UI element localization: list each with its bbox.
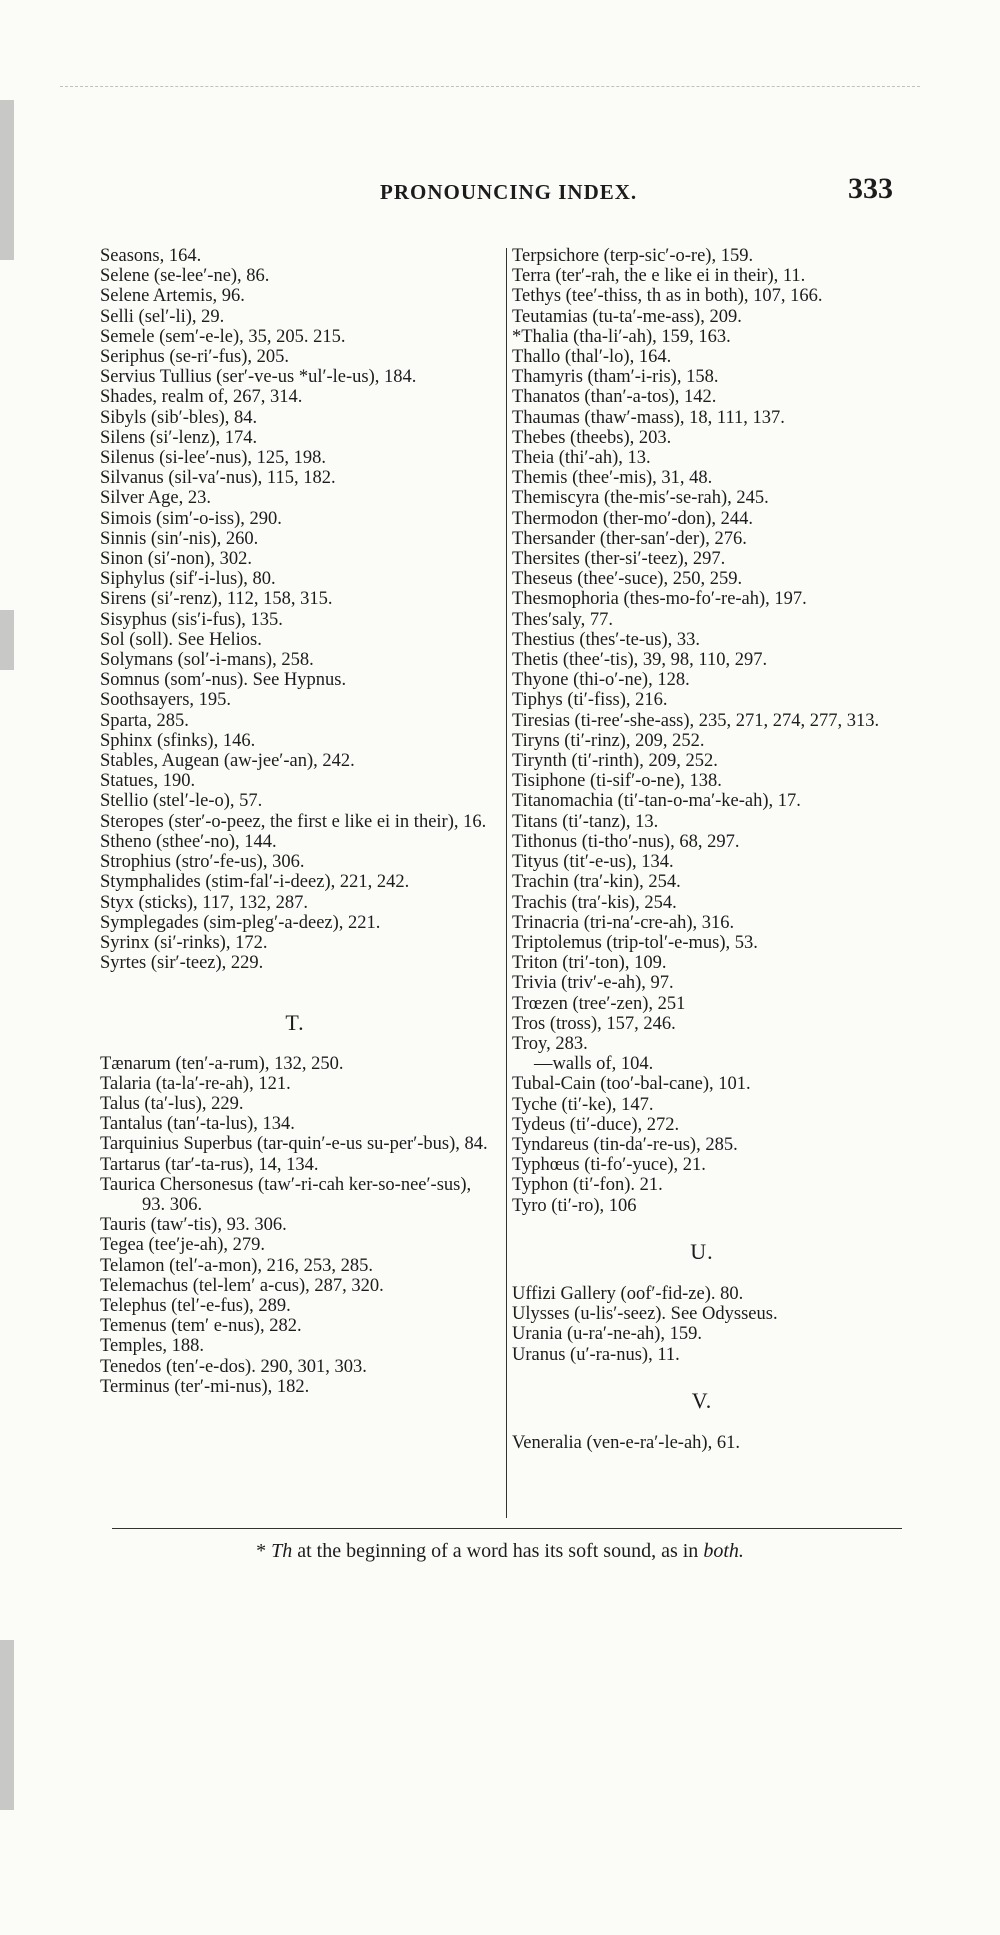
index-entry: Tisiphone (ti-sif′-o-ne), 138. <box>512 771 722 792</box>
index-entry: Shades, realm of, 267, 314. <box>100 387 303 408</box>
index-entry: Thanatos (than′-a-tos), 142. <box>512 387 717 408</box>
index-entry: Trœzen (tree′-zen), 251 <box>512 993 686 1014</box>
index-entry: Thes′saly, 77. <box>512 609 613 630</box>
index-entry: Sparta, 285. <box>100 710 189 731</box>
index-entry: Thetis (thee′-tis), 39, 98, 110, 297. <box>512 650 768 671</box>
index-entry: Tegea (tee′je-ah), 279. <box>100 1235 266 1256</box>
index-entry: Telamon (tel′-a-mon), 216, 253, 285. <box>100 1255 373 1276</box>
footnote-text: at the beginning of a word has its soft sound, as in <box>292 1540 704 1562</box>
index-entry: Tartarus (tar′-ta-rus), 14, 134. <box>100 1154 319 1175</box>
index-entry: Tubal-Cain (too′-bal-cane), 101. <box>512 1074 751 1095</box>
index-entry: Trivia (triv′-e-ah), 97. <box>512 973 674 994</box>
index-entry: Themiscyra (the-mis′-se-rah), 245. <box>512 488 769 509</box>
index-entry: Tyro (ti′-ro), 106 <box>512 1195 637 1216</box>
entry-list-t-continued <box>512 246 892 1054</box>
index-entry: Symplegades (sim-pleg′-a-deez), 221. <box>100 912 381 933</box>
letter-heading-t: T. <box>285 1010 305 1036</box>
bottom-rule <box>112 1528 902 1529</box>
index-entry: Theia (thi′-ah), 13. <box>512 448 651 469</box>
index-entry: Solymans (sol′-i-mans), 258. <box>100 650 314 671</box>
index-entry: Stymphalides (stim-fal′-i-deez), 221, 242. <box>100 872 410 893</box>
index-entry: Statues, 190. <box>100 771 196 792</box>
index-entry: Thersites (ther-si′-teez), 297. <box>512 549 726 570</box>
index-entry: Terminus (ter′-mi-nus), 182. <box>100 1376 310 1397</box>
right-column <box>512 246 892 1453</box>
entry-list-u <box>512 1284 892 1365</box>
index-entry: Silens (si′-lenz), 174. <box>100 427 258 448</box>
entry-list-v <box>512 1433 892 1453</box>
index-entry: Tantalus (tan′-ta-lus), 134. <box>100 1114 295 1135</box>
running-head <box>0 172 1000 212</box>
index-entry: Urania (u-ra′-ne-ah), 159. <box>512 1324 702 1345</box>
index-entry: Talus (ta′-lus), 229. <box>100 1093 244 1114</box>
footnote <box>0 1540 1000 1563</box>
index-entry: Tiryns (ti′-rinz), 209, 252. <box>512 730 705 751</box>
index-entry: Silenus (si-lee′-nus), 125, 198. <box>100 448 327 469</box>
index-entry: Stables, Augean (aw-jee′-an), 242. <box>100 751 355 772</box>
index-entry: Theseus (thee′-suce), 250, 259. <box>512 569 743 590</box>
footnote-marker: * <box>256 1540 267 1562</box>
index-entry: Sirens (si′-renz), 112, 158, 315. <box>100 589 333 610</box>
index-entry: Silver Age, 23. <box>100 488 211 509</box>
entry-list-t <box>100 1054 490 1397</box>
index-entry: Thesmophoria (thes-mo-fo′-re-ah), 197. <box>512 589 807 610</box>
column-divider <box>506 248 507 1518</box>
index-entry: Simois (sim′-o-iss), 290. <box>100 508 282 529</box>
index-entry: Sinnis (sin′-nis), 260. <box>100 528 259 549</box>
index-entry: Seasons, 164. <box>100 246 202 266</box>
index-entry: Servius Tullius (ser′-ve-us *ul′-le-us), 184. <box>100 367 417 388</box>
scan-edge-mark <box>0 1640 14 1810</box>
index-entry: Sinon (si′-non), 302. <box>100 549 253 570</box>
index-entry: Thersander (ther-san′-der), 276. <box>512 528 747 549</box>
index-entry: Seriphus (se-ri′-fus), 205. <box>100 347 290 368</box>
index-entry: Troy, 283. <box>512 1033 588 1054</box>
index-entry: Tarquinius Superbus (tar-quin′-e-us su-per′-bus), 84. <box>100 1134 488 1155</box>
index-entry: Terpsichore (terp-sic′-o-re), 159. <box>512 246 754 266</box>
index-entry: Trachin (tra′-kin), 254. <box>512 872 681 893</box>
index-entry: Veneralia (ven-e-ra′-le-ah), 61. <box>512 1432 740 1453</box>
index-entry: Thebes (theebs), 203. <box>512 427 672 448</box>
index-entry: Somnus (som′-nus). See Hypnus. <box>100 670 347 691</box>
index-entry: Themis (thee′-mis), 31, 48. <box>512 468 713 489</box>
scan-artifact-dashes <box>60 86 920 87</box>
index-entry: Tithonus (ti-tho′-nus), 68, 297. <box>512 831 740 852</box>
index-entry: Stellio (stel′-le-o), 57. <box>100 791 263 812</box>
index-entry: Titans (ti′-tanz), 13. <box>512 811 659 832</box>
index-entry: Stheno (sthee′-no), 144. <box>100 831 277 852</box>
index-entry: Sibyls (sib′-bles), 84. <box>100 407 258 428</box>
index-entry: Silvanus (sil-va′-nus), 115, 182. <box>100 468 336 489</box>
index-entry: Typhon (ti′-fon). 21. <box>512 1175 663 1196</box>
index-entry: *Thalia (tha-li′-ah), 159, 163. <box>512 326 731 347</box>
index-entry: Teutamias (tu-ta′-me-ass), 209. <box>512 306 742 327</box>
index-entry: Strophius (stro′-fe-us), 306. <box>100 852 305 873</box>
index-entry: Tyndareus (tin-da′-re-us), 285. <box>512 1134 738 1155</box>
index-entry: Syrtes (sir′-teez), 229. <box>100 953 264 974</box>
index-entry: Typhœus (ti-fo′-yuce), 21. <box>512 1155 706 1176</box>
letter-heading-v: V. <box>691 1387 713 1413</box>
index-entry: Triptolemus (trip-tol′-e-mus), 53. <box>512 932 758 953</box>
index-entry: Selene (se-lee′-ne), 86. <box>100 266 270 287</box>
index-entry: Selli (sel′-li), 29. <box>100 306 225 327</box>
index-entry: Siphylus (sif′-i-lus), 80. <box>100 569 276 590</box>
index-entry: Thamyris (tham′-i-ris), 158. <box>512 367 719 388</box>
index-entry: Thaumas (thaw′-mass), 18, 111, 137. <box>512 407 785 428</box>
page-number: 333 <box>848 172 893 205</box>
index-entry: Thermodon (ther-mo′-don), 244. <box>512 508 754 529</box>
index-entry: Uranus (u′-ra-nus), 11. <box>512 1344 680 1365</box>
index-entry: Uffizi Gallery (oof′-fid-ze). 80. <box>512 1283 744 1304</box>
index-entry: Thestius (thes′-te-us), 33. <box>512 629 700 650</box>
index-entry: Ulysses (u-lis′-seez). See Odysseus. <box>512 1304 778 1325</box>
index-entry: Semele (sem′-e-le), 35, 205. 215. <box>100 326 346 347</box>
entry-list-t-continued-2 <box>512 1074 892 1215</box>
index-entry: Tydeus (ti′-duce), 272. <box>512 1114 680 1135</box>
footnote-th: Th <box>271 1540 293 1562</box>
index-entry: Titanomachia (ti′-tan-o-ma′-ke-ah), 17. <box>512 791 801 812</box>
index-entry: Temples, 188. <box>100 1336 205 1357</box>
index-entry: Selene Artemis, 96. <box>100 286 245 307</box>
index-entry: Syrinx (si′-rinks), 172. <box>100 932 268 953</box>
index-entry: Terra (ter′-rah, the e like ei in their), 11. <box>512 266 806 287</box>
index-entry: Triton (tri′-ton), 109. <box>512 953 667 974</box>
index-entry: Tros (tross), 157, 246. <box>512 1013 676 1034</box>
index-entry: Tænarum (ten′-a-rum), 132, 250. <box>100 1053 344 1074</box>
index-entry: Taurica Chersonesus (taw′-ri-cah ker-so-nee′-sus), 93. 306. <box>100 1174 472 1215</box>
index-entry: Tiphys (ti′-fiss), 216. <box>512 690 668 711</box>
index-entry: Styx (sticks), 117, 132, 287. <box>100 892 308 913</box>
index-entry: Telemachus (tel-lem′ a-cus), 287, 320. <box>100 1275 384 1296</box>
index-entry: Steropes (ster′-o-peez, the first e like ei in their), 16. <box>100 811 487 832</box>
index-entry: Tethys (tee′-thiss, th as in both), 107, 166. <box>512 286 823 307</box>
index-entry: Talaria (ta-la′-re-ah), 121. <box>100 1073 291 1094</box>
index-entry: Temenus (tem′ e-nus), 282. <box>100 1316 302 1337</box>
index-entry: Soothsayers, 195. <box>100 690 232 711</box>
index-entry: Tauris (taw′-tis), 93. 306. <box>100 1215 287 1236</box>
index-entry: Tirynth (ti′-rinth), 209, 252. <box>512 751 718 772</box>
scan-edge-mark <box>0 610 14 670</box>
left-column <box>100 246 490 1397</box>
entry-list-s <box>100 246 490 973</box>
index-entry: Trinacria (tri-na′-cre-ah), 316. <box>512 912 735 933</box>
letter-heading-u: U. <box>690 1238 714 1264</box>
index-entry: Telephus (tel′-e-fus), 289. <box>100 1295 291 1316</box>
footnote-example: both. <box>703 1540 744 1562</box>
index-entry: Tyche (ti′-ke), 147. <box>512 1094 654 1115</box>
index-entry: Tiresias (ti-ree′-she-ass), 235, 271, 274, 277, 313. <box>512 710 880 731</box>
index-entry: Trachis (tra′-kis), 254. <box>512 892 677 913</box>
index-entry: Sphinx (sfinks), 146. <box>100 730 256 751</box>
index-entry: Sol (soll). See Helios. <box>100 629 262 650</box>
running-title: PRONOUNCING INDEX. <box>380 180 638 204</box>
index-entry: Tityus (tit′-e-us), 134. <box>512 852 674 873</box>
index-subentry: —walls of, 104. <box>534 1054 654 1075</box>
index-entry: Thallo (thal′-lo), 164. <box>512 347 672 368</box>
index-entry: Tenedos (ten′-e-dos). 290, 301, 303. <box>100 1356 367 1377</box>
index-entry: Thyone (thi-o′-ne), 128. <box>512 670 690 691</box>
index-entry: Sisyphus (sis′i-fus), 135. <box>100 609 283 630</box>
